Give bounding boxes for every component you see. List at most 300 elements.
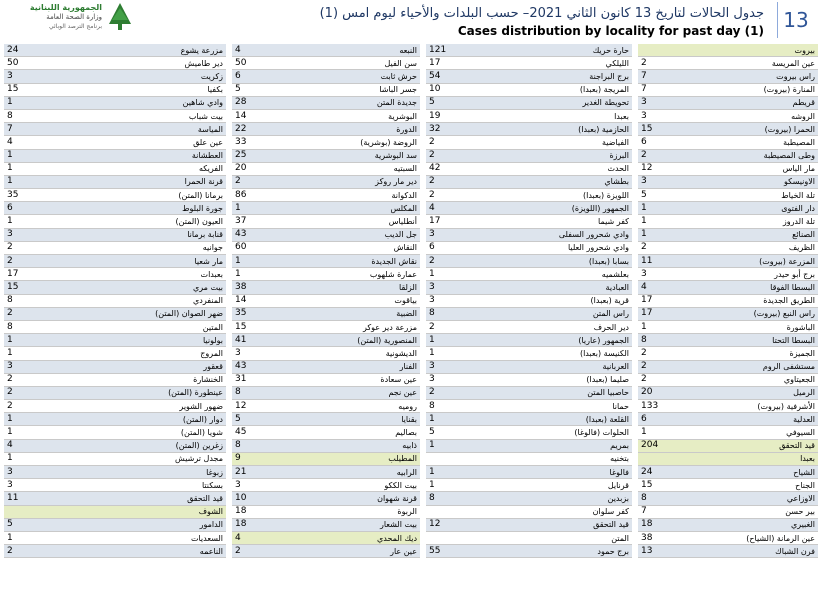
case-count-cell: 7	[638, 70, 712, 83]
logo-line-2: وزارة الصحة العامة	[46, 13, 102, 21]
case-count-cell: 3	[426, 281, 510, 294]
table-row	[4, 149, 818, 162]
locality-name-cell: عين الرمانة (الشياح)	[712, 531, 818, 544]
case-count-cell: 8	[638, 492, 712, 505]
case-count-cell: 204	[638, 439, 712, 452]
locality-name-cell: النبعه	[310, 44, 420, 57]
table-row	[4, 162, 818, 175]
case-count-cell: 18	[638, 518, 712, 531]
case-count-cell: 21	[232, 466, 310, 479]
table-row	[4, 255, 818, 268]
locality-name-cell: جورة البلوط	[90, 202, 226, 215]
case-count-cell: 50	[232, 57, 310, 70]
locality-name-cell: البوشرية	[310, 109, 420, 122]
locality-name-cell: ضهور الشوير	[90, 400, 226, 413]
case-count-cell: 33	[232, 136, 310, 149]
locality-name-cell: العبادية	[510, 281, 632, 294]
table-row	[4, 518, 818, 531]
locality-name-cell: الدورة	[310, 123, 420, 136]
locality-name-cell: كفر سلوان	[510, 505, 632, 518]
table-row	[4, 44, 818, 57]
locality-name-cell: برمانا (المتن)	[90, 189, 226, 202]
locality-name-cell: دير طاميش	[90, 57, 226, 70]
locality-name-cell: الشوف	[90, 505, 226, 518]
locality-name-cell: ضهر الصوان (المتن)	[90, 307, 226, 320]
case-count-cell: 1	[4, 426, 90, 439]
case-count-cell: 54	[426, 70, 510, 83]
case-count-cell: 1	[4, 215, 90, 228]
case-count-cell: 32	[426, 123, 510, 136]
locality-name-cell: برج البراجنة	[510, 70, 632, 83]
table-row	[4, 294, 818, 307]
cases-table	[4, 44, 818, 558]
case-count-cell: 11	[638, 255, 712, 268]
case-count-cell: 15	[4, 83, 90, 96]
locality-name-cell: الحلوات (فالوغا)	[510, 426, 632, 439]
case-count-cell: 31	[232, 373, 310, 386]
case-count-cell: 2	[4, 255, 90, 268]
case-count-cell: 17	[638, 307, 712, 320]
case-count-cell: 6	[4, 202, 90, 215]
locality-name-cell: تحويطة الغدير	[510, 96, 632, 109]
cedar-emblem-icon	[106, 2, 134, 32]
locality-name-cell: المنارة (بيروت)	[712, 83, 818, 96]
locality-name-cell: المتن	[510, 531, 632, 544]
case-count-cell: 8	[232, 386, 310, 399]
locality-name-cell: اللويزة (بعبدا)	[510, 189, 632, 202]
locality-name-cell: الدكوانة	[310, 189, 420, 202]
locality-name-cell: بتخنيه	[510, 452, 632, 465]
case-count-cell: 7	[4, 123, 90, 136]
locality-name-cell: عين عار	[310, 545, 420, 558]
table-row	[4, 545, 818, 558]
locality-name-cell: ديك المحدي	[310, 531, 420, 544]
case-count-cell: 6	[426, 241, 510, 254]
table-row	[4, 426, 818, 439]
locality-name-cell: عينطورة (المتن)	[90, 386, 226, 399]
case-count-cell: 12	[638, 162, 712, 175]
locality-name-cell: كفر شيما	[510, 215, 632, 228]
case-count-cell: 3	[638, 175, 712, 188]
locality-name-cell: الفريكه	[90, 162, 226, 175]
case-count-cell: 19	[426, 109, 510, 122]
locality-name-cell: السيوفي	[712, 426, 818, 439]
case-count-cell: 1	[4, 149, 90, 162]
case-count-cell: 18	[232, 518, 310, 531]
locality-name-cell: البسطا التحتا	[712, 334, 818, 347]
case-count-cell: 50	[4, 57, 90, 70]
case-count-cell: 10	[232, 492, 310, 505]
case-count-cell: 2	[426, 175, 510, 188]
locality-name-cell: الرميل	[712, 386, 818, 399]
case-count-cell: 9	[232, 452, 310, 465]
page-number: 13	[777, 2, 814, 38]
case-count-cell: 3	[232, 347, 310, 360]
case-count-cell: 2	[4, 307, 90, 320]
case-count-cell	[426, 452, 510, 465]
locality-name-cell: الكنيسة (بعبدا)	[510, 347, 632, 360]
case-count-cell: 2	[426, 136, 510, 149]
locality-name-cell: ذابيه	[310, 439, 420, 452]
locality-name-cell: سن الفيل	[310, 57, 420, 70]
locality-name-cell: مستشفى الروم	[712, 360, 818, 373]
locality-name-cell: برج حمود	[510, 545, 632, 558]
table-row	[4, 123, 818, 136]
locality-name-cell: مار شعيا	[90, 255, 226, 268]
locality-name-cell: العدلية	[712, 413, 818, 426]
case-count-cell: 1	[4, 413, 90, 426]
locality-name-cell: الفنار	[310, 360, 420, 373]
locality-name-cell: الحازمية (بعبدا)	[510, 123, 632, 136]
locality-name-cell: جسر الباشا	[310, 83, 420, 96]
locality-name-cell: صليما (بعبدا)	[510, 373, 632, 386]
case-count-cell: 4	[232, 531, 310, 544]
locality-name-cell: الباشورة	[712, 320, 818, 333]
locality-name-cell: عين المريسة	[712, 57, 818, 70]
table-row	[4, 241, 818, 254]
case-count-cell: 38	[232, 281, 310, 294]
case-count-cell: 8	[232, 439, 310, 452]
case-count-cell: 6	[638, 136, 712, 149]
locality-name-cell: تلة الدروز	[712, 215, 818, 228]
locality-name-cell: قنابة برمانا	[90, 228, 226, 241]
locality-name-cell: برج أبو حيدر	[712, 268, 818, 281]
locality-name-cell: بولونيا	[90, 334, 226, 347]
locality-name-cell: العطشانة	[90, 149, 226, 162]
locality-name-cell: عمارة شلهوب	[310, 268, 420, 281]
locality-name-cell: بطشاي	[510, 175, 632, 188]
table-row	[4, 492, 818, 505]
case-count-cell: 1	[638, 202, 712, 215]
locality-name-cell: بمريم	[510, 439, 632, 452]
locality-name-cell: مزرعة دير عوكر	[310, 320, 420, 333]
locality-name-cell: المزرعة (بيروت)	[712, 255, 818, 268]
case-count-cell: 22	[232, 123, 310, 136]
case-count-cell: 60	[232, 241, 310, 254]
table-row	[4, 452, 818, 465]
case-count-cell: 1	[4, 334, 90, 347]
locality-name-cell: الروشه	[712, 109, 818, 122]
locality-name-cell: راس بيروت	[712, 70, 818, 83]
locality-name-cell: المروج	[90, 347, 226, 360]
locality-name-cell: تلة الخياط	[712, 189, 818, 202]
case-count-cell: 28	[232, 96, 310, 109]
locality-name-cell: مار الياس	[712, 162, 818, 175]
case-count-cell: 5	[232, 413, 310, 426]
case-count-cell: 15	[638, 123, 712, 136]
locality-name-cell: قرنايل	[510, 479, 632, 492]
locality-name-cell: الشياح	[712, 466, 818, 479]
locality-name-cell: القلعة (بعبدا)	[510, 413, 632, 426]
locality-name-cell: الخنشارة	[90, 373, 226, 386]
case-count-cell: 4	[232, 44, 310, 57]
locality-name-cell: عين سعادة	[310, 373, 420, 386]
case-count-cell: 12	[426, 518, 510, 531]
case-count-cell: 11	[4, 492, 90, 505]
locality-name-cell: قرية (بعبدا)	[510, 294, 632, 307]
locality-name-cell: حارة حريك	[510, 44, 632, 57]
table-row	[4, 202, 818, 215]
locality-name-cell: بيت الككو	[310, 479, 420, 492]
case-count-cell: 2	[638, 360, 712, 373]
case-count-cell: 8	[638, 334, 712, 347]
locality-name-cell: الأشرفية (بيروت)	[712, 400, 818, 413]
cases-table-body	[4, 44, 818, 558]
locality-name-cell: بصاليم	[310, 426, 420, 439]
locality-name-cell: المصيطبة	[712, 136, 818, 149]
case-count-cell: 6	[232, 70, 310, 83]
locality-name-cell: بعبدا	[510, 109, 632, 122]
case-count-cell: 3	[638, 96, 712, 109]
case-count-cell: 5	[426, 96, 510, 109]
case-count-cell: 2	[426, 386, 510, 399]
locality-name-cell: الجعيتاوي	[712, 373, 818, 386]
locality-name-cell: الغبيري	[712, 518, 818, 531]
case-count-cell	[426, 505, 510, 518]
locality-name-cell: البسطا الفوقا	[712, 281, 818, 294]
case-count-cell: 15	[4, 281, 90, 294]
locality-name-cell: مزرعة يشوع	[90, 44, 226, 57]
table-row	[4, 347, 818, 360]
page-title-english: Cases distribution by locality for past day (1)	[457, 24, 764, 38]
table-row	[4, 70, 818, 83]
case-count-cell: 3	[426, 228, 510, 241]
case-count-cell: 133	[638, 400, 712, 413]
locality-name-cell: راس المتن	[510, 307, 632, 320]
case-count-cell: 1	[426, 334, 510, 347]
case-count-cell: 1	[638, 426, 712, 439]
locality-name-cell: زكريت	[90, 70, 226, 83]
locality-name-cell: دير الحرف	[510, 320, 632, 333]
case-count-cell: 2	[232, 545, 310, 558]
case-count-cell: 24	[4, 44, 90, 57]
case-count-cell: 1	[4, 175, 90, 188]
case-count-cell: 15	[638, 479, 712, 492]
case-count-cell: 1	[4, 96, 90, 109]
locality-name-cell: حاصبيا المتن	[510, 386, 632, 399]
case-count-cell: 2	[4, 241, 90, 254]
locality-name-cell: بسكنتا	[90, 479, 226, 492]
locality-name-cell: المريجة (بعبدا)	[510, 83, 632, 96]
case-count-cell: 2	[426, 149, 510, 162]
locality-name-cell: قرنة الحمرا	[90, 175, 226, 188]
locality-name-cell: الجمهور (اللويزة)	[510, 202, 632, 215]
case-count-cell: 2	[4, 386, 90, 399]
locality-name-cell: الصنائع	[712, 228, 818, 241]
locality-name-cell: قيد التحقق	[510, 518, 632, 531]
locality-name-cell: دار الفتوى	[712, 202, 818, 215]
locality-name-cell: الديشونية	[310, 347, 420, 360]
case-count-cell: 55	[426, 545, 510, 558]
locality-name-cell: شويا (المتن)	[90, 426, 226, 439]
table-row	[4, 373, 818, 386]
case-count-cell: 3	[426, 360, 510, 373]
case-count-cell: 5	[4, 518, 90, 531]
locality-name-cell: سد البوشرية	[310, 149, 420, 162]
case-count-cell: 20	[232, 162, 310, 175]
locality-name-cell: قعقور	[90, 360, 226, 373]
case-count-cell: 1	[4, 531, 90, 544]
case-count-cell: 1	[4, 162, 90, 175]
locality-name-cell: جديدة المتن	[310, 96, 420, 109]
case-count-cell: 2	[638, 241, 712, 254]
table-row	[4, 505, 818, 518]
table-row	[4, 228, 818, 241]
locality-name-cell: بيت الشعار	[310, 518, 420, 531]
locality-name-cell: بيت شباب	[90, 109, 226, 122]
case-count-cell: 4	[426, 202, 510, 215]
ministry-logo	[4, 2, 134, 34]
case-count-cell: 2	[4, 545, 90, 558]
case-count-cell: 5	[232, 83, 310, 96]
case-count-cell: 15	[232, 320, 310, 333]
locality-name-cell: الحمرا (بيروت)	[712, 123, 818, 136]
case-count-cell: 2	[232, 175, 310, 188]
case-count-cell	[426, 531, 510, 544]
case-count-cell: 3	[232, 479, 310, 492]
case-count-cell: 41	[232, 334, 310, 347]
case-count-cell: 1	[426, 268, 510, 281]
locality-name-cell: روميه	[310, 400, 420, 413]
case-count-cell: 43	[232, 360, 310, 373]
case-count-cell	[638, 452, 712, 465]
case-count-cell: 4	[4, 439, 90, 452]
table-row	[4, 531, 818, 544]
locality-name-cell: المنفردي	[90, 294, 226, 307]
case-count-cell: 3	[426, 294, 510, 307]
locality-name-cell: الضبية	[310, 307, 420, 320]
locality-name-cell: قريطم	[712, 96, 818, 109]
locality-name-cell: مجدل ترشيش	[90, 452, 226, 465]
locality-name-cell: بيت مري	[90, 281, 226, 294]
case-count-cell: 121	[426, 44, 510, 57]
locality-name-cell: راس النبع (بيروت)	[712, 307, 818, 320]
table-row	[4, 281, 818, 294]
case-count-cell: 3	[638, 268, 712, 281]
case-count-cell: 37	[232, 215, 310, 228]
locality-name-cell: الليلكي	[510, 57, 632, 70]
locality-name-cell: وادي شحرور العليا	[510, 241, 632, 254]
table-row	[4, 268, 818, 281]
table-row	[4, 189, 818, 202]
locality-name-cell: الظريف	[712, 241, 818, 254]
locality-name-cell: جوانيه	[90, 241, 226, 254]
case-count-cell: 7	[638, 83, 712, 96]
locality-name-cell: الجمهور (عاريا)	[510, 334, 632, 347]
logo-line-1: الجمهورية اللبنانية	[29, 3, 102, 12]
locality-name-cell: الاوزاعي	[712, 492, 818, 505]
case-count-cell: 6	[638, 413, 712, 426]
case-count-cell: 42	[426, 162, 510, 175]
case-count-cell: 2	[4, 373, 90, 386]
case-count-cell: 45	[232, 426, 310, 439]
case-count-cell: 1	[426, 347, 510, 360]
case-count-cell: 1	[638, 320, 712, 333]
locality-name-cell: بيروت	[712, 44, 818, 57]
case-count-cell: 1	[232, 202, 310, 215]
locality-name-cell: بزبدين	[510, 492, 632, 505]
locality-name-cell: المنصورية (المتن)	[310, 334, 420, 347]
case-count-cell: 8	[4, 320, 90, 333]
case-count-cell	[4, 505, 90, 518]
case-count-cell: 8	[426, 492, 510, 505]
case-count-cell: 8	[426, 307, 510, 320]
table-row	[4, 479, 818, 492]
table-row	[4, 466, 818, 479]
table-row	[4, 320, 818, 333]
table-row	[4, 109, 818, 122]
case-count-cell: 1	[4, 347, 90, 360]
locality-name-cell: المكلس	[310, 202, 420, 215]
table-row	[4, 136, 818, 149]
table-row	[4, 360, 818, 373]
locality-name-cell: بعلشميه	[510, 268, 632, 281]
case-count-cell: 3	[4, 360, 90, 373]
page-title-arabic: جدول الحالات لتاريخ 13 كانون الثاني 2021– حسب البلدات والأحياء ليوم امس (1)	[319, 6, 764, 21]
case-count-cell: 8	[426, 400, 510, 413]
case-count-cell: 13	[638, 545, 712, 558]
table-row	[4, 400, 818, 413]
table-row	[4, 175, 818, 188]
locality-name-cell: المتين	[90, 320, 226, 333]
locality-name-cell: وادي شحرور السفلى	[510, 228, 632, 241]
case-count-cell: 1	[232, 268, 310, 281]
locality-name-cell: الحدث	[510, 162, 632, 175]
case-count-cell: 2	[426, 189, 510, 202]
locality-name-cell: وطى المصيطبة	[712, 149, 818, 162]
case-count-cell: 1	[426, 413, 510, 426]
case-count-cell: 2	[638, 57, 712, 70]
locality-name-cell: نقاش الجديدة	[310, 255, 420, 268]
logo-line-3: برنامج الترصد الوبائي	[48, 23, 102, 30]
case-count-cell: 1	[426, 466, 510, 479]
locality-name-cell: قيد التحقق	[90, 492, 226, 505]
locality-name-cell: دير مار روكز	[310, 175, 420, 188]
locality-name-cell: بعبدات	[90, 268, 226, 281]
case-count-cell: 8	[4, 294, 90, 307]
locality-name-cell: أنطلياس	[310, 215, 420, 228]
locality-name-cell: بسابا (بعبدا)	[510, 255, 632, 268]
case-count-cell: 1	[232, 255, 310, 268]
case-count-cell: 4	[638, 281, 712, 294]
locality-name-cell: العيون (المتن)	[90, 215, 226, 228]
case-count-cell: 1	[426, 439, 510, 452]
case-count-cell: 2	[4, 400, 90, 413]
case-count-cell	[638, 44, 712, 57]
locality-name-cell: فرن الشباك	[712, 545, 818, 558]
locality-name-cell: بياقوت	[310, 294, 420, 307]
locality-name-cell: السبتيه	[310, 162, 420, 175]
locality-name-cell: جل الديب	[310, 228, 420, 241]
case-count-cell: 17	[638, 294, 712, 307]
case-count-cell: 4	[4, 136, 90, 149]
case-count-cell: 35	[232, 307, 310, 320]
locality-name-cell: الدامور	[90, 518, 226, 531]
table-row	[4, 439, 818, 452]
case-count-cell: 86	[232, 189, 310, 202]
case-count-cell: 8	[4, 109, 90, 122]
locality-name-cell: الزلقا	[310, 281, 420, 294]
case-count-cell: 38	[638, 531, 712, 544]
case-count-cell: 5	[426, 426, 510, 439]
case-count-cell: 3	[4, 70, 90, 83]
locality-name-cell: المطيلب	[310, 452, 420, 465]
case-count-cell: 3	[4, 479, 90, 492]
case-count-cell: 1	[638, 228, 712, 241]
table-row	[4, 334, 818, 347]
case-count-cell: 14	[232, 109, 310, 122]
locality-name-cell: الجناح	[712, 479, 818, 492]
